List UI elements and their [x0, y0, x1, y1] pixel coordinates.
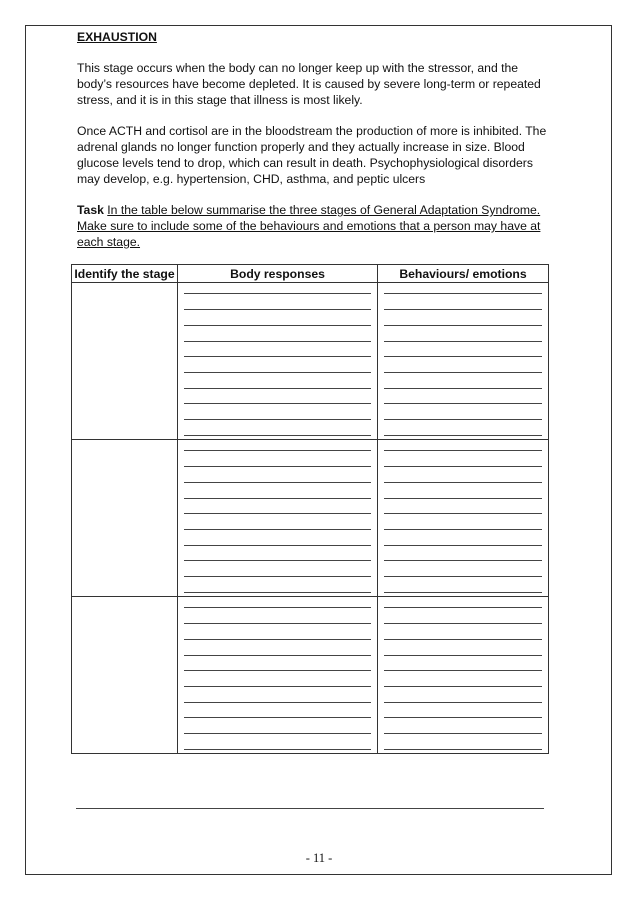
writing-line — [184, 592, 371, 593]
header-identify-stage: Identify the stage — [72, 265, 178, 283]
stage-name-cell[interactable] — [72, 597, 178, 754]
behaviours-emotions-cell[interactable] — [378, 597, 549, 754]
writing-line — [384, 686, 542, 687]
writing-lines — [384, 597, 542, 753]
writing-line — [384, 435, 542, 436]
header-behaviours-emotions: Behaviours/ emotions — [378, 265, 549, 283]
writing-line — [184, 450, 371, 451]
table-row — [72, 440, 549, 597]
document-content — [77, 29, 547, 250]
writing-line — [184, 639, 371, 640]
writing-line — [184, 733, 371, 734]
writing-line — [384, 513, 542, 514]
writing-line — [184, 419, 371, 420]
writing-line — [384, 592, 542, 593]
writing-line — [384, 639, 542, 640]
writing-line — [184, 545, 371, 546]
writing-line — [384, 325, 542, 326]
writing-line — [384, 623, 542, 624]
body-responses-cell[interactable] — [178, 440, 378, 597]
body-responses-cell[interactable] — [178, 597, 378, 754]
writing-line — [384, 560, 542, 561]
writing-line — [384, 670, 542, 671]
writing-line — [184, 341, 371, 342]
writing-line — [184, 623, 371, 624]
table-header-row — [72, 265, 549, 283]
writing-lines — [184, 597, 371, 753]
writing-line — [184, 325, 371, 326]
writing-lines — [384, 283, 542, 439]
writing-line — [184, 560, 371, 561]
writing-line — [384, 529, 542, 530]
writing-line — [384, 341, 542, 342]
task-text: In the table below summarise the three stages of General Adaptation Syndrome. Make sure to include some of the behaviours and emotions that a person may have at each stage. — [77, 203, 541, 249]
writing-line — [184, 388, 371, 389]
task-label: Task — [77, 203, 104, 217]
writing-line — [184, 702, 371, 703]
writing-line — [384, 702, 542, 703]
writing-line — [384, 498, 542, 499]
table-row — [72, 597, 549, 754]
writing-line — [184, 403, 371, 404]
page-number: - 11 - — [305, 851, 333, 865]
writing-line — [184, 655, 371, 656]
writing-line — [384, 388, 542, 389]
paragraph-details: Once ACTH and cortisol are in the bloodstream the production of more is inhibited. The adrenal glands no longer function properly and they actually increase in size. Blood glucose levels tend to drop, which can result in death. Psychophysiological disorders may develop, e.g. hypertension, CHD, asthma, and peptic ulcers — [77, 124, 547, 186]
writing-line — [384, 717, 542, 718]
stage-name-cell[interactable] — [72, 440, 178, 597]
stage-name-cell[interactable] — [72, 283, 178, 440]
writing-line — [184, 749, 371, 750]
writing-line — [384, 482, 542, 483]
writing-lines — [184, 283, 371, 439]
writing-line — [184, 372, 371, 373]
gas-summary-table — [71, 264, 549, 754]
paragraph-description: This stage occurs when the body can no longer keep up with the stressor, and the body’s resources have become depleted. It is caused by severe long-term or repeated stress, and it is in this stage that illness is most likely. — [77, 61, 541, 107]
writing-line — [184, 482, 371, 483]
table-row — [72, 283, 549, 440]
behaviours-emotions-cell[interactable] — [378, 283, 549, 440]
writing-line — [384, 545, 542, 546]
writing-lines — [184, 440, 371, 596]
header-body-responses: Body responses — [178, 265, 378, 283]
writing-line — [384, 607, 542, 608]
writing-line — [384, 309, 542, 310]
writing-line — [384, 466, 542, 467]
writing-line — [384, 733, 542, 734]
writing-line — [184, 529, 371, 530]
writing-line — [184, 435, 371, 436]
writing-line — [184, 466, 371, 467]
task-instruction — [77, 202, 547, 250]
writing-line — [384, 450, 542, 451]
writing-line — [384, 655, 542, 656]
behaviours-emotions-cell[interactable] — [378, 440, 549, 597]
writing-line — [184, 717, 371, 718]
writing-line — [384, 749, 542, 750]
writing-line — [184, 498, 371, 499]
writing-line — [384, 356, 542, 357]
writing-line — [184, 356, 371, 357]
writing-line — [184, 607, 371, 608]
writing-line — [384, 403, 542, 404]
writing-line — [184, 309, 371, 310]
writing-line — [184, 293, 371, 294]
writing-line — [384, 293, 542, 294]
footer-rule — [76, 808, 544, 809]
writing-line — [184, 576, 371, 577]
writing-line — [384, 576, 542, 577]
writing-line — [184, 686, 371, 687]
writing-line — [384, 372, 542, 373]
writing-line — [184, 670, 371, 671]
writing-lines — [384, 440, 542, 596]
body-responses-cell[interactable] — [178, 283, 378, 440]
writing-line — [184, 513, 371, 514]
writing-line — [384, 419, 542, 420]
section-heading: EXHAUSTION — [77, 30, 157, 44]
